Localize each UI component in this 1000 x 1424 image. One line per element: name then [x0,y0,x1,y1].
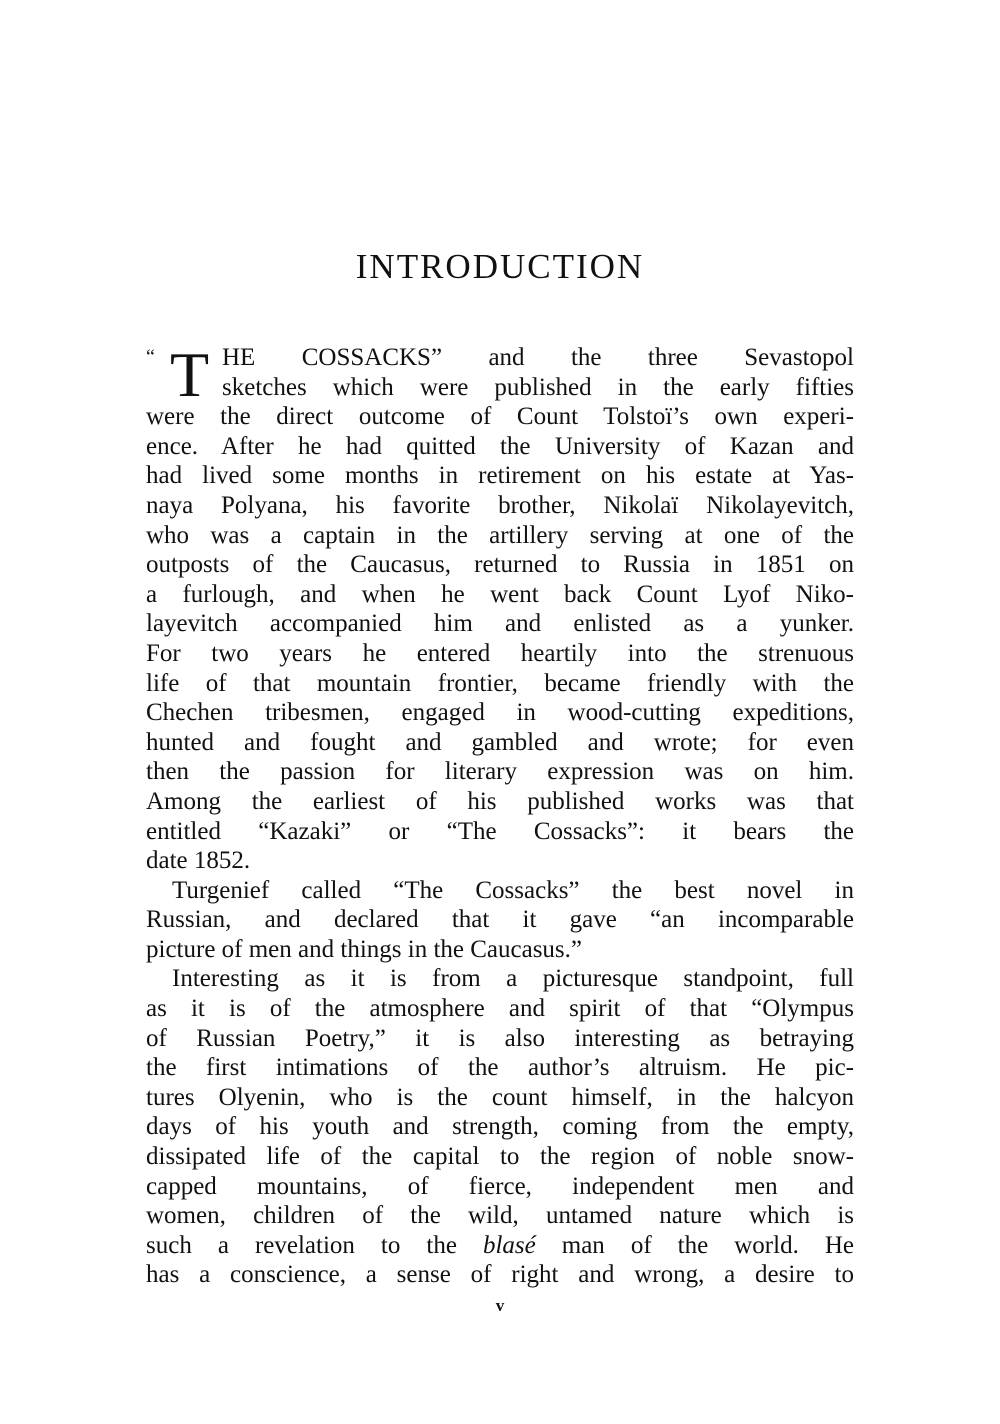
text-line: had lived some months in retirement on his estate at Yas- [146,462,854,490]
text-line: picture of men and things in the Caucasus.” [146,935,582,963]
text-line: tures Olyenin, who is the count himself, in the halcyon [146,1083,854,1111]
text-line: hunted and fought and gambled and wrote; for even [146,728,854,756]
paragraph-2 [146,876,854,965]
text-line: women, children of the wild, untamed nature which is [146,1202,854,1230]
text-line: as it is of the atmosphere and spirit of that “Olympus [146,995,854,1023]
text-line-with-italic [146,1231,854,1261]
text-line: ence. After he had quitted the University of Kazan and [146,432,854,460]
text-run: man of the world. He [535,1231,854,1259]
text-line: For two years he entered heartily into the strenuous [146,639,854,667]
text-line: layevitch accompanied him and enlisted as a yunker. [146,610,854,638]
text-line: Chechen tribesmen, engaged in wood-cutting expeditions, [146,699,854,727]
paragraph-1 [146,339,854,876]
text-line: life of that mountain frontier, became friendly with the [146,669,854,697]
text-line: sketches which were published in the early fifties [222,373,854,401]
text-line: outposts of the Caucasus, returned to Russia in 1851 on [146,551,854,579]
chapter-heading: INTRODUCTION [355,247,645,286]
text-line: has a conscience, a sense of right and wrong, a desire to [146,1261,854,1289]
text-line: Russian, and declared that it gave “an incomparable [146,906,854,934]
text-line: Among the earliest of his published works was that [146,787,854,815]
text-line: of Russian Poetry,” it is also interesting as betraying [146,1024,854,1052]
opening-quote-mark: “ [146,346,155,368]
text-line: dissipated life of the capital to the region of noble snow- [146,1143,854,1171]
text-line: Turgenief called “The Cossacks” the best novel in [172,876,854,904]
text-line: entitled “Kazaki” or “The Cossacks”: it bears the [146,817,854,845]
text-line: HE COSSACKS” and the three Sevastopol [222,344,854,371]
text-line: days of his youth and strength, coming from the empty, [146,1113,854,1141]
text-line: then the passion for literary expression was on him. [146,758,854,786]
text-run: such a revelation to the [146,1231,483,1259]
text-line: the first intimations of the author’s altruism. He pic- [146,1054,854,1082]
paragraph-3 [146,964,854,1290]
page-number: v [495,1296,505,1315]
text-line: capped mountains, of fierce, independent men and [146,1172,854,1200]
text-line: a furlough, and when he went back Count Lyof Niko- [146,580,854,608]
text-line: Interesting as it is from a picturesque standpoint, full [172,965,854,993]
text-line: naya Polyana, his favorite brother, Nikolaï Nikolayevitch, [146,491,854,519]
drop-cap-letter: T [170,339,210,410]
body-text [146,339,854,1290]
text-line: date 1852. [146,847,251,875]
italic-word: blasé [482,1231,536,1259]
text-line: who was a captain in the artillery serving at one of the [146,521,854,549]
text-line: were the direct outcome of Count Tolstoï’s own experi- [146,403,854,431]
